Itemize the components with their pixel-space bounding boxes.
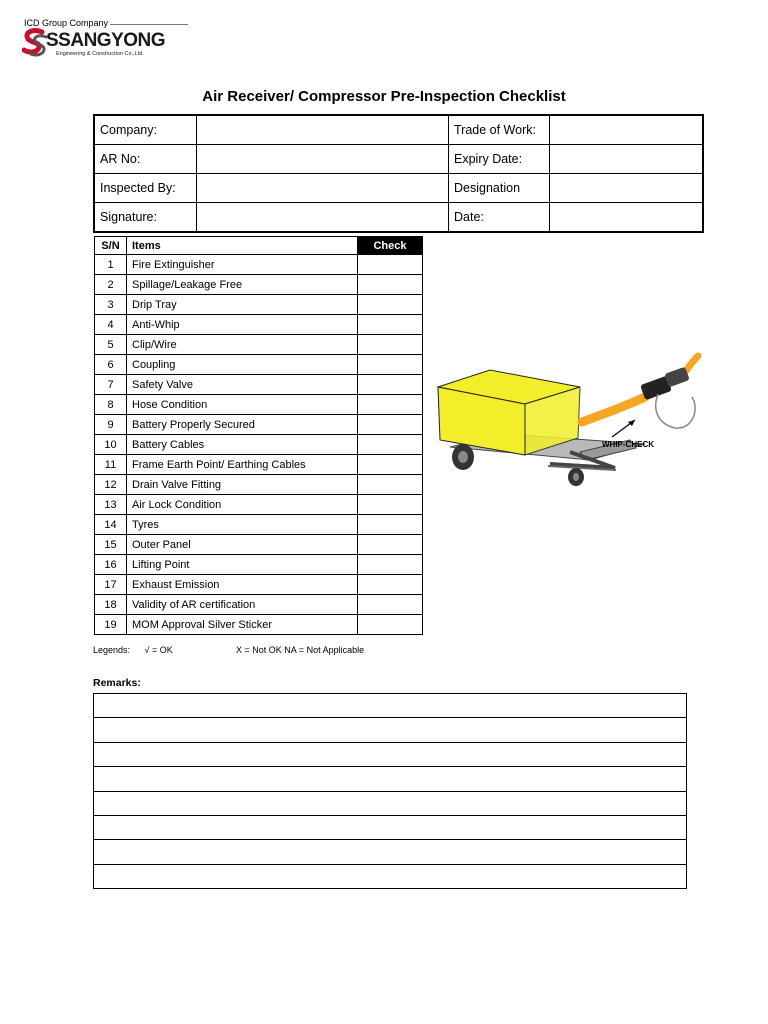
info-row — [94, 203, 703, 233]
row-item: Battery Properly Secured — [127, 415, 358, 435]
checklist-table — [94, 236, 423, 635]
row-sn: 19 — [95, 615, 127, 635]
brand-subtitle: Engineering & Construction Co.,Ltd. — [56, 51, 144, 57]
check-header: Check — [358, 237, 423, 255]
row-check-cell[interactable] — [358, 455, 423, 475]
trade-of-work-label: Trade of Work: — [449, 115, 550, 145]
checklist-header-row — [95, 237, 423, 255]
legends-label: Legends: — [93, 645, 131, 655]
checklist-row — [95, 495, 423, 515]
row-item: Drain Valve Fitting — [127, 475, 358, 495]
row-item: Spillage/Leakage Free — [127, 275, 358, 295]
whip-check-callout: WHIP-CHECK — [602, 440, 654, 449]
compressor-box — [438, 370, 580, 455]
checklist-row — [95, 315, 423, 335]
checklist-row — [95, 615, 423, 635]
remark-line[interactable] — [94, 694, 686, 718]
row-item: MOM Approval Silver Sticker — [127, 615, 358, 635]
items-header: Items — [127, 237, 358, 255]
expiry-date-label: Expiry Date: — [449, 145, 550, 174]
remark-line[interactable] — [94, 816, 686, 840]
logo-rule — [110, 24, 188, 25]
date-field[interactable] — [550, 203, 704, 233]
row-check-cell[interactable] — [358, 315, 423, 335]
ar-no-label: AR No: — [94, 145, 197, 174]
checklist-row — [95, 395, 423, 415]
row-sn: 13 — [95, 495, 127, 515]
row-check-cell[interactable] — [358, 335, 423, 355]
brand-name: SSANGYONG — [46, 30, 166, 51]
row-sn: 4 — [95, 315, 127, 335]
row-item: Safety Valve — [127, 375, 358, 395]
row-item: Validity of AR certification — [127, 595, 358, 615]
trade-of-work-field[interactable] — [550, 115, 704, 145]
legends — [93, 645, 364, 655]
row-sn: 1 — [95, 255, 127, 275]
remark-line[interactable] — [94, 718, 686, 742]
checklist-row — [95, 255, 423, 275]
row-sn: 8 — [95, 395, 127, 415]
remarks-label: Remarks: — [93, 677, 141, 689]
row-sn: 12 — [95, 475, 127, 495]
company-field[interactable] — [197, 115, 449, 145]
row-check-cell[interactable] — [358, 275, 423, 295]
remarks-box — [93, 693, 687, 889]
row-sn: 9 — [95, 415, 127, 435]
row-sn: 5 — [95, 335, 127, 355]
remark-line[interactable] — [94, 840, 686, 864]
row-sn: 18 — [95, 595, 127, 615]
remark-line[interactable] — [94, 792, 686, 816]
wheel-hub-icon — [573, 473, 579, 481]
company-logo — [22, 18, 172, 62]
info-row — [94, 174, 703, 203]
row-check-cell[interactable] — [358, 575, 423, 595]
legend-ok: √ = OK — [144, 645, 173, 655]
info-row — [94, 115, 703, 145]
wheel-hub-icon — [458, 451, 468, 463]
row-check-cell[interactable] — [358, 435, 423, 455]
remark-line[interactable] — [94, 743, 686, 767]
row-sn: 14 — [95, 515, 127, 535]
checklist-row — [95, 475, 423, 495]
checklist-row — [95, 455, 423, 475]
checklist-row — [95, 275, 423, 295]
row-item: Outer Panel — [127, 535, 358, 555]
company-label: Company: — [94, 115, 197, 145]
checklist-row — [95, 375, 423, 395]
signature-label: Signature: — [94, 203, 197, 233]
row-check-cell[interactable] — [358, 395, 423, 415]
row-item: Anti-Whip — [127, 315, 358, 335]
expiry-date-field[interactable] — [550, 145, 704, 174]
row-item: Clip/Wire — [127, 335, 358, 355]
row-item: Drip Tray — [127, 295, 358, 315]
inspection-info-table — [93, 114, 704, 233]
row-check-cell[interactable] — [358, 495, 423, 515]
row-check-cell[interactable] — [358, 415, 423, 435]
row-item: Battery Cables — [127, 435, 358, 455]
remark-line[interactable] — [94, 865, 686, 888]
checklist-row — [95, 575, 423, 595]
row-sn: 17 — [95, 575, 127, 595]
checklist-row — [95, 435, 423, 455]
row-item: Fire Extinguisher — [127, 255, 358, 275]
row-check-cell[interactable] — [358, 595, 423, 615]
ar-no-field[interactable] — [197, 145, 449, 174]
row-sn: 10 — [95, 435, 127, 455]
row-sn: 15 — [95, 535, 127, 555]
remark-line[interactable] — [94, 767, 686, 791]
checklist-row — [95, 515, 423, 535]
checklist-row — [95, 595, 423, 615]
row-check-cell[interactable] — [358, 295, 423, 315]
row-check-cell[interactable] — [358, 255, 423, 275]
date-label: Date: — [449, 203, 550, 233]
checklist-row — [95, 355, 423, 375]
row-item: Frame Earth Point/ Earthing Cables — [127, 455, 358, 475]
row-check-cell[interactable] — [358, 475, 423, 495]
signature-field[interactable] — [197, 203, 449, 233]
checklist-row — [95, 535, 423, 555]
air-compressor-illustration — [430, 352, 720, 492]
row-sn: 6 — [95, 355, 127, 375]
row-sn: 3 — [95, 295, 127, 315]
designation-field[interactable] — [550, 174, 704, 203]
ssangyong-emblem-icon — [22, 28, 48, 58]
row-item: Tyres — [127, 515, 358, 535]
checklist-row — [95, 555, 423, 575]
row-item: Air Lock Condition — [127, 495, 358, 515]
checklist-row — [95, 415, 423, 435]
row-check-cell[interactable] — [358, 515, 423, 535]
row-sn: 16 — [95, 555, 127, 575]
hose-fitting — [582, 356, 698, 437]
row-item: Exhaust Emission — [127, 575, 358, 595]
row-item: Coupling — [127, 355, 358, 375]
info-row — [94, 145, 703, 174]
row-check-cell[interactable] — [358, 555, 423, 575]
row-sn: 2 — [95, 275, 127, 295]
row-check-cell[interactable] — [358, 615, 423, 635]
legend-not-ok: X = Not OK NA = Not Applicable — [236, 645, 365, 655]
row-check-cell[interactable] — [358, 375, 423, 395]
checklist-body — [95, 255, 423, 635]
inspected-by-field[interactable] — [197, 174, 449, 203]
row-check-cell[interactable] — [358, 535, 423, 555]
designation-label: Designation — [449, 174, 550, 203]
row-sn: 11 — [95, 455, 127, 475]
row-item: Lifting Point — [127, 555, 358, 575]
inspected-by-label: Inspected By: — [94, 174, 197, 203]
checklist-row — [95, 335, 423, 355]
row-item: Hose Condition — [127, 395, 358, 415]
page-title: Air Receiver/ Compressor Pre-Inspection Checklist — [202, 88, 566, 105]
sn-header: S/N — [95, 237, 127, 255]
checklist-row — [95, 295, 423, 315]
row-sn: 7 — [95, 375, 127, 395]
group-tag: ICD Group Company — [24, 18, 109, 28]
row-check-cell[interactable] — [358, 355, 423, 375]
